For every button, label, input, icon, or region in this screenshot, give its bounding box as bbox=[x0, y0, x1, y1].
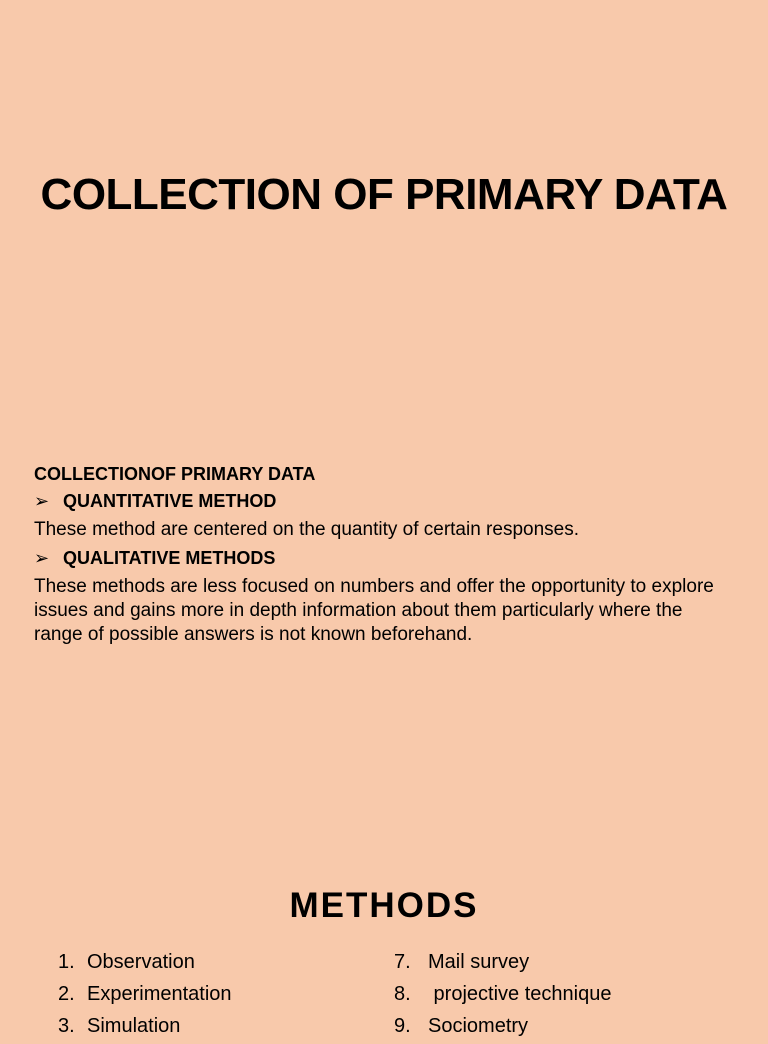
method-number: 2. bbox=[58, 983, 75, 1005]
slide-title: COLLECTION OF PRIMARY DATA bbox=[40, 170, 728, 219]
bullet-quantitative bbox=[34, 491, 734, 512]
method-label: Sociometry bbox=[428, 1015, 529, 1037]
qualitative-description: These methods are less focused on numbers and offer the opportunity to explore issues and gains more in depth information about them particularly where the range of possible answers is not known beforehand. bbox=[34, 576, 714, 645]
method-label: projective technique bbox=[428, 983, 612, 1005]
content-body bbox=[34, 464, 734, 653]
arrow-bullet-icon: ➢ bbox=[34, 491, 50, 511]
quantitative-label: QUANTITATIVE METHOD bbox=[63, 491, 277, 511]
methods-slide bbox=[0, 860, 768, 1037]
method-label: Experimentation bbox=[87, 983, 232, 1005]
method-item bbox=[58, 1012, 232, 1044]
quantitative-description: These method are centered on the quantity of certain responses. bbox=[34, 519, 579, 540]
method-label: Mail survey bbox=[428, 951, 530, 973]
title-slide bbox=[0, 0, 768, 400]
method-item bbox=[394, 948, 611, 980]
method-number: 7. bbox=[394, 951, 411, 973]
section-heading: COLLECTIONOF PRIMARY DATA bbox=[34, 464, 316, 484]
qualitative-label: QUALITATIVE METHODS bbox=[63, 548, 276, 568]
method-number: 9. bbox=[394, 1015, 411, 1037]
method-item bbox=[58, 948, 232, 980]
method-number: 8. bbox=[394, 983, 411, 1005]
method-item bbox=[394, 1012, 611, 1044]
method-label: Observation bbox=[87, 951, 195, 973]
methods-list-right bbox=[394, 948, 611, 1044]
content-slide bbox=[0, 440, 768, 820]
method-number: 1. bbox=[58, 951, 75, 973]
bullet-qualitative bbox=[34, 548, 734, 569]
method-number: 3. bbox=[58, 1015, 75, 1037]
method-label: Simulation bbox=[87, 1015, 181, 1037]
method-item bbox=[58, 980, 232, 1012]
method-item bbox=[394, 980, 611, 1012]
methods-title: METHODS bbox=[289, 886, 479, 925]
methods-list-left bbox=[58, 948, 232, 1044]
arrow-bullet-icon: ➢ bbox=[34, 548, 50, 568]
